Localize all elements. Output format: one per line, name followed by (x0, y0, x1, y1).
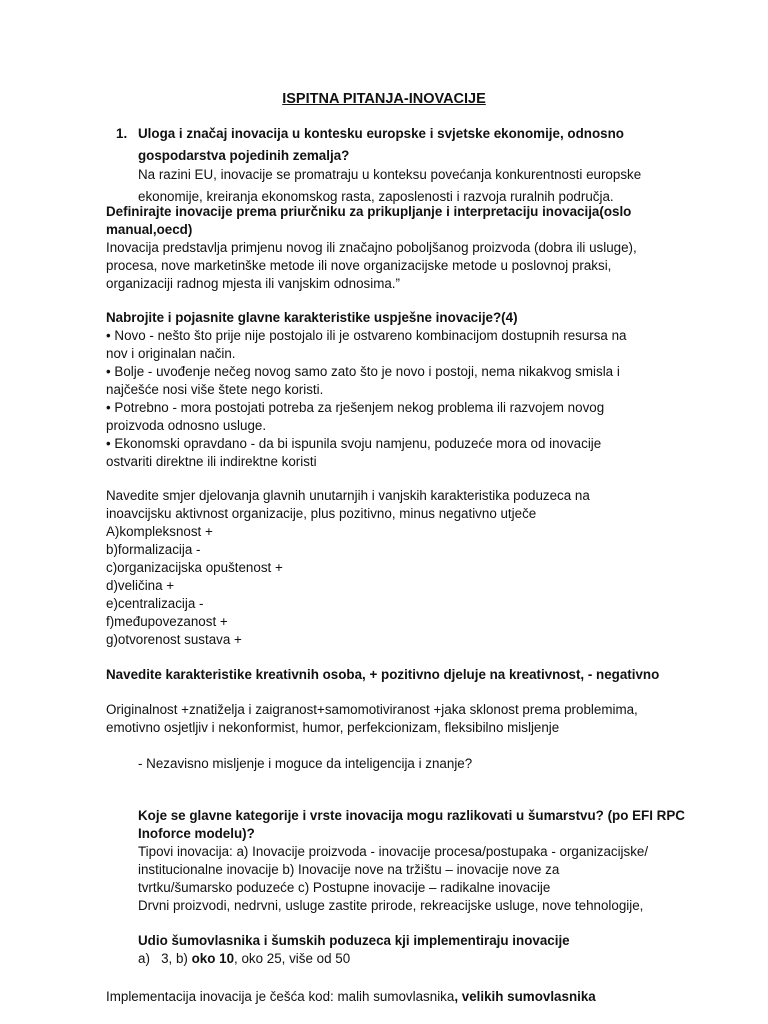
answer-5-line: emotivno osjetljiv i nekonformist, humor, perfekcionizam, fleksibilno misljenje (106, 720, 560, 735)
list-item: b)formalizacija - (106, 542, 201, 557)
answer-3 (106, 327, 706, 471)
question-5: Navedite karakteristike kreativnih osoba, + pozitivno djeluje na kreativnost, - negativno (106, 667, 660, 682)
answer-1-line: ekonomije, kreiranja ekonomskog rasta, zaposlenosti i razvoja ruralnih područja. (138, 189, 614, 204)
answer-3-line: nov i originalan način. (106, 346, 236, 361)
answer-3-line: proizvoda odnosno usluge. (106, 418, 267, 433)
answer-3-line: • Bolje - uvođenje nečeg novog samo zato što je novo i postoji, nema nikakvog smisla i (106, 364, 620, 379)
answer-7-suffix: , oko 25, više od 50 (234, 951, 351, 966)
answer-6 (138, 843, 698, 915)
question-4 (106, 487, 706, 649)
question-6-line: Koje se glavne kategorije i vrste inovacija mogu razlikovati u šumarstvu? (po EFI RPC (138, 808, 685, 823)
question-8-bold: , velikih sumovlasnika (454, 989, 596, 1004)
answer-5 (106, 701, 706, 737)
list-item: g)otvorenost sustava + (106, 632, 242, 647)
question-6-line: Inoforce modelu)? (138, 826, 255, 841)
answer-7 (138, 950, 698, 968)
answer-2-line: procesa, nove marketinške metode ili nove organizacijske metode u poslovnoj praksi, (106, 258, 612, 273)
question-1-line: Uloga i značaj inovacija u kontesku europske i svjetske ekonomije, odnosno (138, 126, 624, 141)
answer-2-line: organizaciji radnog mjesta ili vanjskim odnosima.” (106, 276, 400, 291)
question-1 (138, 123, 698, 167)
question-2 (106, 203, 706, 239)
answer-6-line: tvrtku/šumarsko poduzeće c) Postupne inovacije – radikalne inovacije (138, 880, 551, 895)
answer-5-note: - Nezavisno misljenje i moguce da inteligencija i znanje? (138, 756, 473, 771)
question-7: Udio šumovlasnika i šumskih poduzeca kji implementiraju inovacije (138, 933, 570, 948)
question-8-prefix: Implementacija inovacija je češća kod: malih sumovlasnika (106, 989, 455, 1004)
list-item: e)centralizacija - (106, 596, 204, 611)
question-4-line: inoavcijsku aktivnost organizacije, plus pozitivno, minus negativno utječe (106, 506, 537, 521)
list-item: d)veličina + (106, 578, 175, 593)
answer-2-line: Inovacija predstavlja primjenu novog ili značajno poboljšanog proizvoda (dobra ili usluge), (106, 240, 637, 255)
list-item: c)organizacijska opuštenost + (106, 560, 283, 575)
question-1-number: 1. (116, 126, 128, 141)
answer-7-bold: oko 10 (191, 951, 235, 966)
question-3: Nabrojite i pojasnite glavne karakteristike uspješne inovacije?(4) (106, 310, 518, 325)
answer-3-line: • Potrebno - mora postojati potreba za rješenjem nekog problema ili razvojem novog (106, 400, 605, 415)
question-2-line: Definirajte inovacije prema priurčniku za prikupljanje i interpretaciju inovacija(oslo (106, 204, 632, 219)
answer-1-line: Na razini EU, inovacije se promatraju u konteksu povećanja konkurentnosti europske (138, 167, 642, 182)
answer-7-prefix: a) 3, b) (138, 951, 192, 966)
answer-3-line: ostvariti direktne ili indirektne koristi (106, 454, 317, 469)
question-1-line: gospodarstva pojedinih zemalja? (138, 148, 350, 163)
question-4-line: Navedite smjer djelovanja glavnih unutarnjih i vanjskih karakteristika poduzeca na (106, 488, 590, 503)
question-6 (138, 807, 698, 843)
answer-3-line: • Novo - nešto što prije nije postojalo ili je ostvareno kombinacijom dostupnih resursa na (106, 328, 627, 343)
question-8 (106, 988, 706, 1006)
answer-1 (138, 164, 698, 208)
list-item: f)međupovezanost + (106, 614, 228, 629)
answer-3-line: • Ekonomski opravdano - da bi ispunila svoju namjenu, poduzeće mora od inovacije (106, 436, 602, 451)
answer-6-line: institucionalne inovacije b) Inovacije nove na tržištu – inovacije nove za (138, 862, 560, 877)
answer-6-line: Tipovi inovacija: a) Inovacije proizvoda - inovacije procesa/postupaka - organizacijske/ (138, 844, 649, 859)
list-item: A)kompleksnost + (106, 524, 213, 539)
page-title: ISPITNA PITANJA-INOVACIJE (282, 91, 486, 107)
answer-3-line: najčešće nosi više štete nego koristi. (106, 382, 324, 397)
answer-6-line: Drvni proizvodi, nedrvni, usluge zastite prirode, rekreacijske usluge, nove tehnologije, (138, 898, 644, 913)
answer-2 (106, 239, 706, 293)
answer-5-line: Originalnost +znatiželja i zaigranost+samomotiviranost +jaka sklonost prema problemima, (106, 702, 638, 717)
question-2-line: manual,oecd) (106, 222, 193, 237)
